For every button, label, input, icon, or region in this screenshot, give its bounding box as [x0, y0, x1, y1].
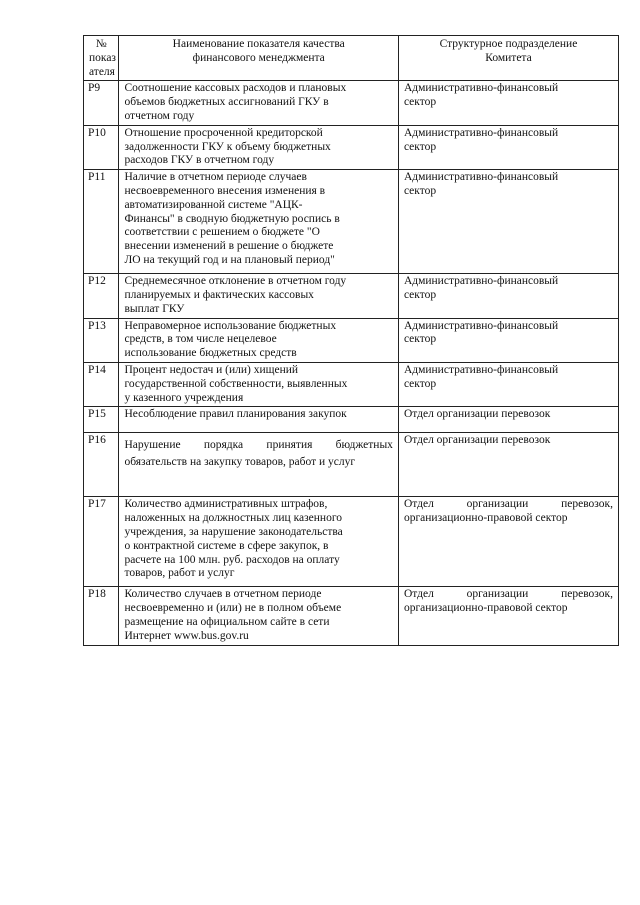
indicator-number: P17 — [84, 497, 119, 587]
table-row — [84, 362, 619, 406]
structural-unit: Административно-финансовый сектор — [398, 81, 618, 125]
indicator-number: P11 — [84, 170, 119, 274]
structural-unit: Административно-финансовый сектор — [398, 170, 618, 274]
table-row — [84, 407, 619, 433]
indicator-number: P14 — [84, 362, 119, 406]
indicator-number: P18 — [84, 587, 119, 645]
indicator-name: Среднемесячное отклонение в отчетном году планируемых и фактических кассовых выплат ГКУ — [119, 274, 398, 318]
table-row — [84, 274, 619, 318]
indicator-number: P16 — [84, 433, 119, 497]
indicator-name: Отношение просроченной кредиторской задолженности ГКУ к объему бюджетных расходов ГКУ в отчетном году — [119, 125, 398, 169]
structural-unit: Административно-финансовый сектор — [398, 318, 618, 362]
header-indicator-number: № показ ателя — [84, 36, 119, 81]
indicator-name: Соотношение кассовых расходов и плановых объемов бюджетных ассигнований ГКУ в отчетном году — [119, 81, 398, 125]
structural-unit: Отдел организации перевозок, организационно-правовой сектор — [398, 497, 618, 587]
table-row — [84, 587, 619, 645]
quality-indicators-table — [83, 35, 619, 646]
indicator-name: Количество случаев в отчетном периоде несвоевременно и (или) не в полном объеме размещение на официальном сайте в сети Интернет www.bus.gov.ru — [119, 587, 398, 645]
indicator-number: P9 — [84, 81, 119, 125]
structural-unit: Административно-финансовый сектор — [398, 362, 618, 406]
indicator-name: Количество административных штрафов, наложенных на должностных лиц казенного учреждения, за нарушение законодательства о контрактной системе в сфере закупок, в расчете на 100 млн. руб. расходов на оплату товаров, работ и услуг — [119, 497, 398, 587]
table-row — [84, 497, 619, 587]
table-row — [84, 81, 619, 125]
indicator-number: P15 — [84, 407, 119, 433]
table-header-row — [84, 36, 619, 81]
indicator-name: Процент недостач и (или) хищений государственной собственности, выявленных у казенного учреждения — [119, 362, 398, 406]
table-row — [84, 433, 619, 497]
structural-unit: Административно-финансовый сектор — [398, 274, 618, 318]
table-row — [84, 125, 619, 169]
indicator-name: Неправомерное использование бюджетных средств, в том числе нецелевое использование бюджетных средств — [119, 318, 398, 362]
header-structural-unit: Структурное подразделение Комитета — [398, 36, 618, 81]
structural-unit: Отдел организации перевозок — [398, 407, 618, 433]
indicator-name: Несоблюдение правил планирования закупок — [119, 407, 398, 433]
structural-unit: Административно-финансовый сектор — [398, 125, 618, 169]
indicator-name: Наличие в отчетном периоде случаев несвоевременного внесения изменения в автоматизированной системе "АЦК- Финансы" в сводную бюджетную роспись в соответствии с решением о бюджете "О внесении изменений в решение о бюджете ЛО на текущий год и на плановый период" — [119, 170, 398, 274]
structural-unit: Отдел организации перевозок, организационно-правовой сектор — [398, 587, 618, 645]
indicator-number: P10 — [84, 125, 119, 169]
indicator-name: Нарушение порядка принятия бюджетных обязательств на закупку товаров, работ и услуг — [119, 433, 398, 497]
table-row — [84, 318, 619, 362]
structural-unit: Отдел организации перевозок — [398, 433, 618, 497]
indicator-number: P12 — [84, 274, 119, 318]
indicator-number: P13 — [84, 318, 119, 362]
table-row — [84, 170, 619, 274]
header-indicator-name: Наименование показателя качества финансового менеджмента — [119, 36, 398, 81]
